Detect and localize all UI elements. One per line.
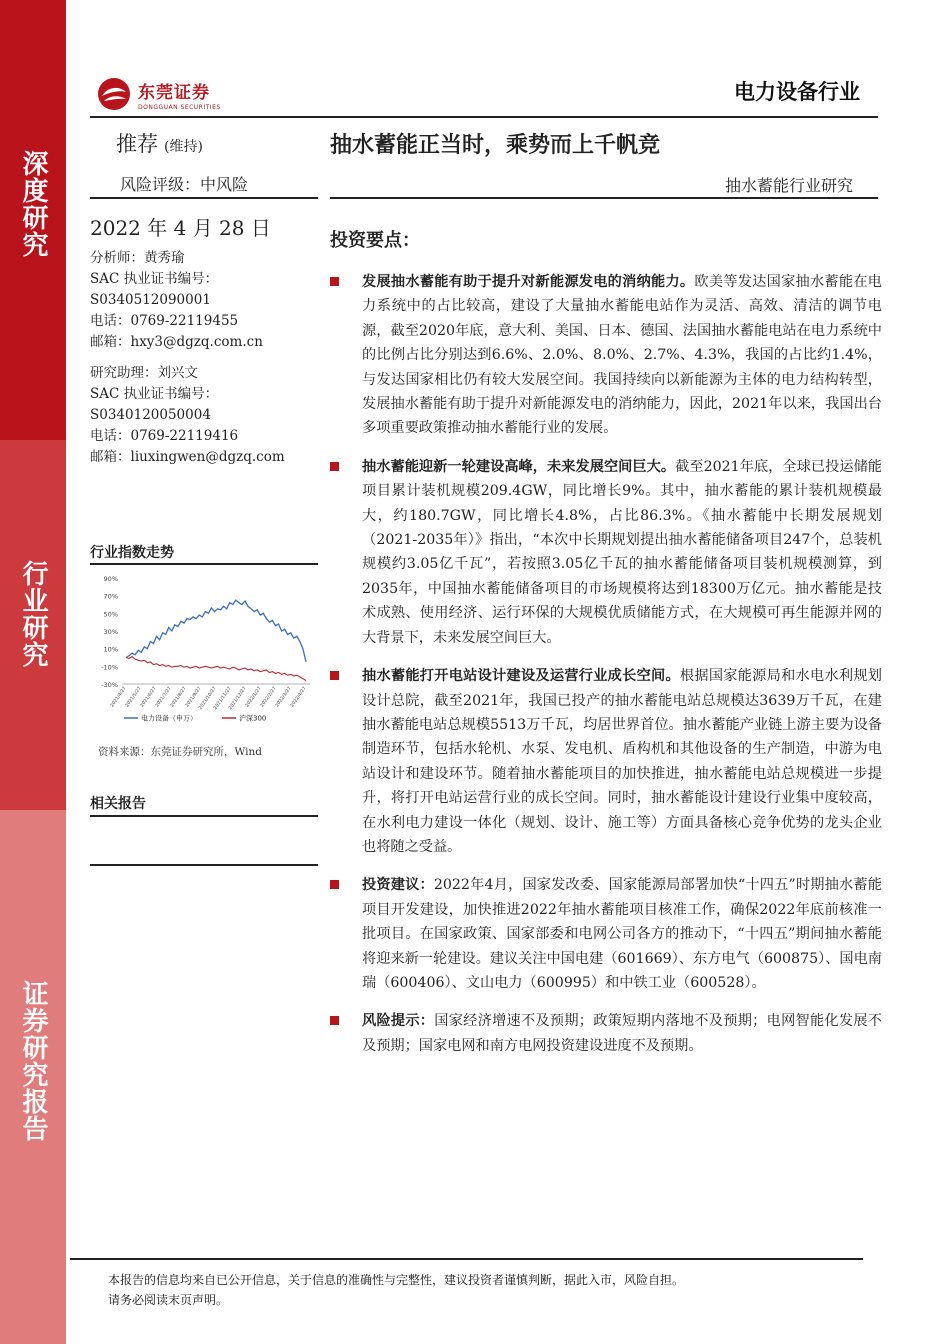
x-tick-label: 2021/12/27 <box>228 686 248 711</box>
key-point-4-body: 2022年4月，国家发改委、国家能源局部署加快“十四五”时期抽水蓄能项目开发建设，加快推进2022年抽水蓄能项目核准工作，确保2022年底前核准一批项目。在国家政策、国家部委和电网公司各方的推动下，“十四五”期间抽水蓄能将迎来新一轮建设。建议关注中国电建（601669）、东方电气（600875）、国电南瑞（600406）、文山电力（600995）和中铁工业（600528）。 <box>362 877 882 991</box>
legend-label: 电力设备（申万） <box>141 714 197 723</box>
analyst-cert-label: SAC 执业证书编号： <box>90 271 219 287</box>
assistant-name: 研究助理：刘兴文 <box>90 365 198 381</box>
footer-line-2: 请务必阅读末页声明。 <box>108 1293 229 1307</box>
key-point-5-body: 国家经济增速不及预期；政策短期内落地不及预期；电网智能化发展不及预期；国家电网和南方电网投资建设进度不及预期。 <box>362 1013 882 1054</box>
key-point-4 <box>330 873 882 995</box>
x-tick-label: 2021/10/27 <box>198 686 218 711</box>
chart-heading-divider <box>90 563 318 565</box>
y-tick-label: 50% <box>103 610 118 619</box>
x-tick-label: 2021/4/27 <box>110 686 128 709</box>
y-tick-label: 70% <box>103 592 118 601</box>
x-tick-label: 2021/6/27 <box>140 686 158 709</box>
sidebar-deep-research <box>0 0 66 440</box>
x-tick-label: 2021/7/27 <box>155 686 173 709</box>
key-points-heading: 投资要点： <box>330 230 420 251</box>
key-point-3 <box>330 664 882 859</box>
index-chart-svg <box>90 566 316 732</box>
report-subtitle: 抽水蓄能行业研究 <box>724 176 853 195</box>
risk-level: 风险评级：中风险 <box>120 175 249 194</box>
report-date: 2022 年 4 月 28 日 <box>90 216 271 240</box>
sidebar-securities-report <box>0 810 66 1344</box>
related-reports-heading: 相关报告 <box>90 796 146 812</box>
y-tick-label: -30% <box>101 681 118 689</box>
company-logo <box>96 76 221 112</box>
key-point-4-lead: 投资建议： <box>362 877 434 894</box>
analyst-name: 分析师：黄秀瑜 <box>90 250 185 266</box>
bullet-square-icon <box>330 462 339 471</box>
analyst-email: 邮箱：hxy3@dgzq.com.cn <box>90 334 263 350</box>
series-line-2 <box>126 657 306 681</box>
footer-disclaimer <box>108 1270 684 1310</box>
assistant-email: 邮箱：liuxingwen@dgzq.com <box>90 449 285 465</box>
industry-label: 电力设备行业 <box>734 80 860 104</box>
header-divider <box>90 116 878 118</box>
rating <box>116 128 203 158</box>
key-point-2-body: 截至2021年底，全球已投运储能项目累计装机规模209.4GW，同比增长9%。其中，抽水蓄能的累计装机规模最大，约180.7GW，同比增长4.8%，占比86.3%。《抽水蓄能中长期发展规划（2021-2035年）》指出，“本次中长期规划提出抽水蓄能储备项目247个，总装机规模约3.05亿千瓦”，若按照3.05亿千瓦的抽水蓄能储备项目装机规模测算，到2035年，中国抽水蓄能储备项目的市场规模将达到18300万亿元。抽水蓄能是技术成熟、使用经济、运行环保的大规模优质储能方式，在大规模可再生能源并网的大背景下，未来发展空间巨大。 <box>362 458 882 646</box>
index-chart <box>90 566 316 732</box>
right-divider <box>330 197 878 199</box>
rating-note: (维持) <box>164 139 203 155</box>
key-point-5 <box>330 1009 882 1058</box>
x-tick-label: 2022/3/27 <box>275 686 293 709</box>
y-tick-label: 10% <box>103 645 118 654</box>
key-point-1-lead: 发展抽水蓄能有助于提升对新能源发电的消纳能力。 <box>362 274 695 290</box>
bullet-square-icon <box>330 277 339 286</box>
assistant-cert-no: S0340120050004 <box>90 407 211 423</box>
x-tick-label: 2021/8/27 <box>170 686 188 709</box>
assistant-phone: 电话：0769-22119416 <box>90 428 239 444</box>
chart-source: 资料来源：东莞证券研究所，Wind <box>98 746 262 758</box>
series-line-1 <box>126 600 306 662</box>
x-tick-label: 2022/4/27 <box>290 686 308 709</box>
analyst-cert-no: S0340512090001 <box>90 292 211 308</box>
y-tick-label: 90% <box>103 575 118 583</box>
chart-heading: 行业指数走势 <box>90 545 174 561</box>
x-tick-label: 2021/5/27 <box>125 686 143 709</box>
logo-chinese-name: 东莞证券 <box>138 82 210 103</box>
legend-label: 沪深300 <box>239 714 267 723</box>
related-divider-top <box>90 815 318 817</box>
sidebar-label-industry: 行业研究 <box>18 560 48 668</box>
y-tick-label: 30% <box>103 628 118 636</box>
footer-divider <box>70 1258 863 1260</box>
key-point-2 <box>330 455 882 650</box>
rating-value: 推荐 <box>116 132 158 156</box>
report-title: 抽水蓄能正当时，乘势而上千帆竞 <box>330 133 661 158</box>
bullet-square-icon <box>330 880 339 889</box>
sidebar-industry-research <box>0 440 66 810</box>
related-divider-bottom <box>90 864 318 866</box>
sidebar-label-deep: 深度研究 <box>18 150 48 258</box>
left-sidebar <box>0 0 66 1344</box>
key-point-1-body: 欧美等发达国家抽水蓄能在电力系统中的占比较高，建设了大量抽水蓄能电站作为灵活、高效、清洁的调节电源，截至2020年底，意大利、美国、日本、德国、法国抽水蓄能电站在电力系统中的比例占比分别达到6.6%、2.0%、8.0%、2.7%、4.3%，我国的占比约1.4%，与发达国家相比仍有较大发展空间。我国持续向以新能源为主体的电力结构转型，发展抽水蓄能有助于提升对新能源发电的消纳能力，因此，2021年以来，我国出台多项重要政策推动抽水蓄能行业的发展。 <box>362 274 882 437</box>
key-point-3-body: 根据国家能源局和水电水利规划设计总院，截至2021年，我国已投产的抽水蓄能电站总规模达3639万千瓦，在建抽水蓄能电站总规模5513万千瓦，均居世界首位。抽水蓄能产业链上游主要为设备制造环节，包括水轮机、水泵、发电机、盾构机和其他设备的生产制造，中游为电站设计和建设环节。随着抽水蓄能项目的加快推进，抽水蓄能电站总规模进一步提升，将打开电站运营行业的成长空间。同时，抽水蓄能设计建设行业集中度较高，在水利电力建设一体化（规划、设计、施工等）方面具备核心竞争优势的龙头企业也将随之受益。 <box>362 668 882 855</box>
key-point-5-lead: 风险提示： <box>362 1013 435 1030</box>
x-tick-label: 2021/11/27 <box>213 686 233 711</box>
sidebar-label-report: 证券研究报告 <box>18 980 48 1142</box>
analyst-phone: 电话：0769-22119455 <box>90 313 239 329</box>
x-tick-label: 2022/1/27 <box>245 686 263 709</box>
footer-line-1: 本报告的信息均来自已公开信息，关于信息的准确性与完整性，建议投资者谨慎判断，据此入市，风险自担。 <box>108 1273 685 1287</box>
assistant-cert-label: SAC 执业证书编号： <box>90 386 219 402</box>
y-tick-label: -10% <box>101 663 118 672</box>
x-tick-label: 2021/9/27 <box>185 686 203 709</box>
analyst-info <box>90 248 320 468</box>
key-points-list <box>330 270 882 1058</box>
left-divider <box>90 197 318 199</box>
key-point-2-lead: 抽水蓄能迎新一轮建设高峰，未来发展空间巨大。 <box>362 458 676 475</box>
key-point-1 <box>330 270 882 441</box>
key-point-3-lead: 抽水蓄能打开电站设计建设及运营行业成长空间。 <box>362 668 680 685</box>
x-tick-label: 2022/2/27 <box>260 686 278 709</box>
bullet-square-icon <box>330 671 339 680</box>
logo-mark-icon <box>96 76 132 112</box>
logo-english-name: DONGGUAN SECURITIES <box>138 103 221 111</box>
bullet-square-icon <box>330 1016 339 1025</box>
